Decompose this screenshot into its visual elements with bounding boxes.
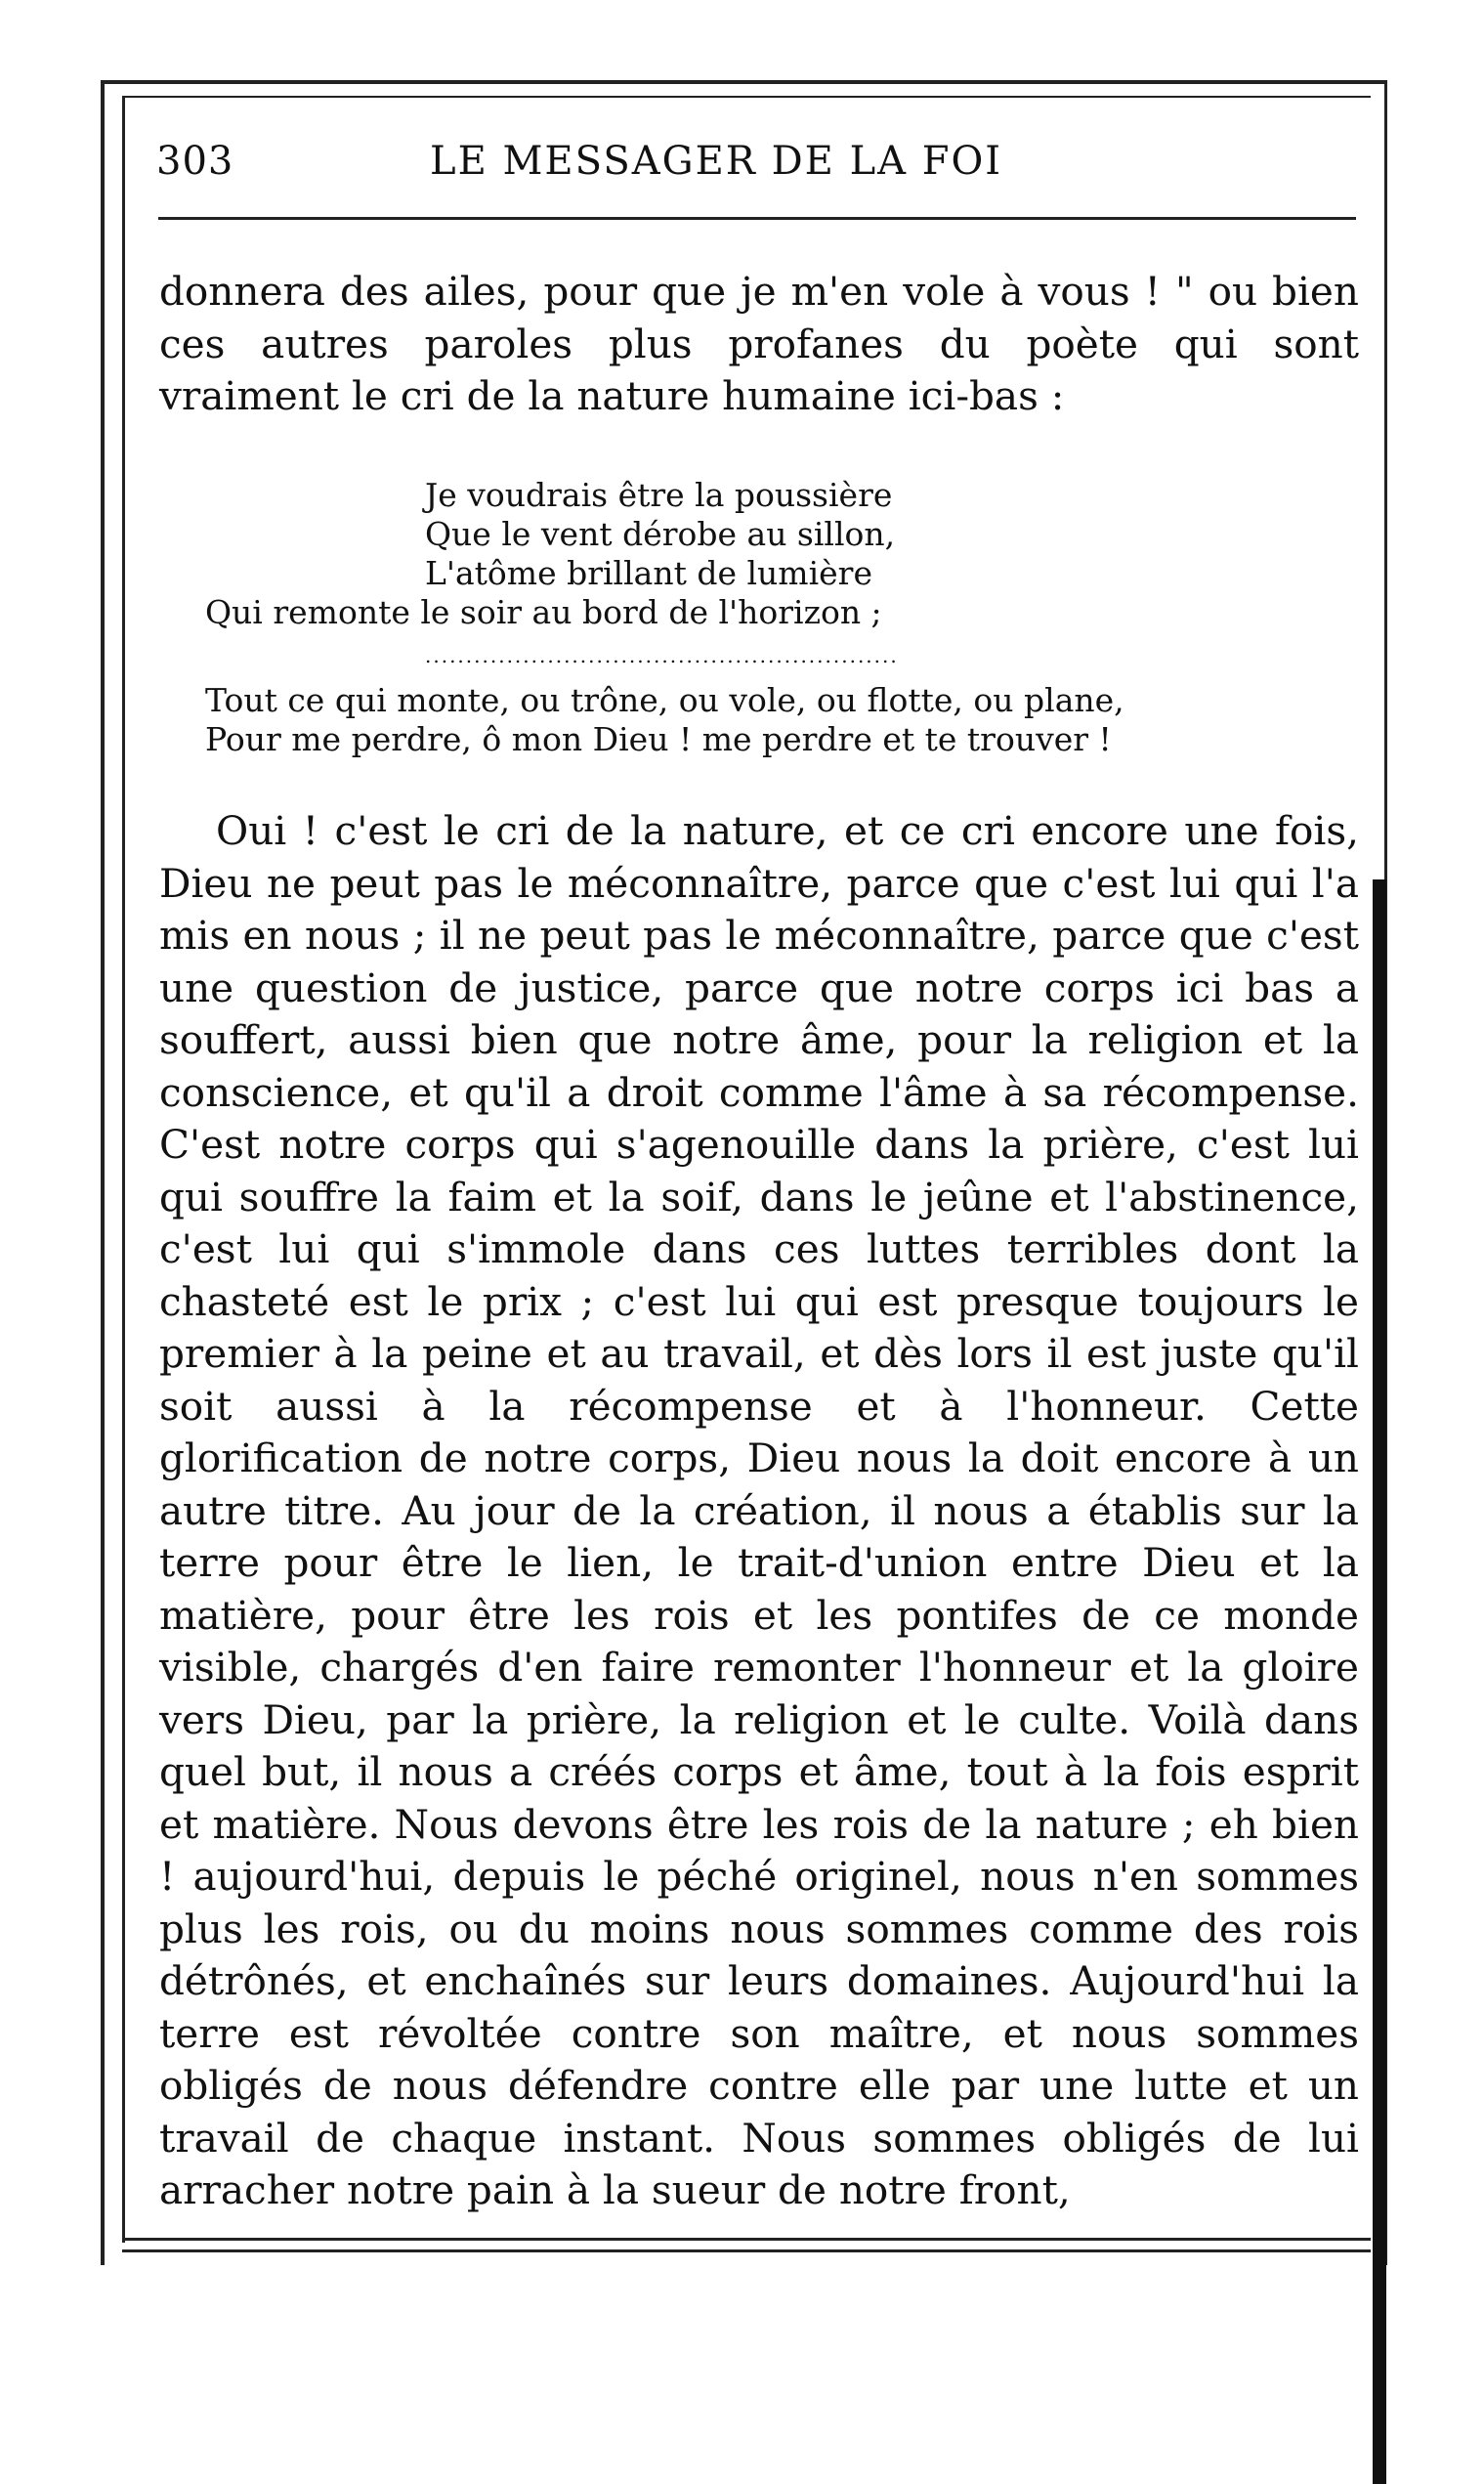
verse-line: Qui remonte le soir au bord de l'horizon ;: [205, 593, 882, 631]
binding-shadow: [1373, 879, 1386, 2484]
paragraph-text: donnera des ailes, pour que je m'en vole à vous ! " ou bien ces autres paroles plus profanes du poète qui sont vraiment le cri de la nature humaine ici-bas :: [159, 268, 1359, 419]
paragraph-text: Oui ! c'est le cri de la nature, et ce cri encore une fois, Dieu ne peut pas le méconnaître, parce que c'est lui qui l'a mis en nous ; il ne peut pas le méconnaître, parce que c'est une question de justice, parce que notre corps ici bas a souffert, aussi bien que notre âme, pour la religion et la conscience, et qu'il a droit comme l'âme à sa récompense. C'est notre corps qui s'agenouille dans la prière, c'est lui qui souffre la faim et la soif, dans le jeûne et l'abstinence, c'est lui qui s'immole dans ces luttes terribles dont la chasteté est le prix ; c'est lui qui est presque toujours le premier à la peine et au travail, et dès lors il est juste qu'il soit aussi à la récompense et à l'honneur. Cette glorification de notre corps, Dieu nous la doit encore à un autre titre. Au jour de la création, il nous a établis sur la terre pour être le lien, le trait-d'union entre Dieu et la matière, pour être les rois et les pontifes de ce monde visible, chargés d'en faire remonter l'honneur et la gloire vers Dieu, par la prière, la religion et le culte. Voilà dans quel but, il nous a créés corps et âme, tout à la fois esprit et matière. Nous devons être les rois de la nature ; eh bien ! aujourd'hui, depuis le péché originel, nous n'en sommes plus les rois, ou du moins nous sommes comme des rois détrônés, et enchaînés sur leurs domaines. Aujourd'hui la terre est révoltée contre son maître, et nous sommes obligés de nous défendre contre elle par une lutte et un travail de chaque instant. Nous sommes obligés de lui arracher notre pain à la sueur de notre front,: [159, 807, 1359, 2213]
verse-line: L'atôme brillant de lumière: [425, 554, 872, 592]
running-header: [156, 139, 1358, 197]
verse-line: Que le vent dérobe au sillon,: [425, 515, 896, 553]
verse-ellipsis: ..........................................................: [425, 644, 899, 667]
verse-line: Tout ce qui monte, ou trône, ou vole, ou flotte, ou plane,: [205, 681, 1124, 719]
frame-bottom-rule-double: [122, 2249, 1371, 2252]
body-paragraph: [159, 805, 1359, 2217]
frame-bottom-rule: [122, 2238, 1371, 2241]
verse-line: Je voudrais être la poussière: [425, 476, 893, 514]
page-number: 303: [156, 139, 234, 184]
verse-quotation: [205, 476, 1358, 759]
verse-line: Pour me perdre, ô mon Dieu ! me perdre et te trouver !: [205, 720, 1112, 758]
paragraph-continued: [159, 266, 1359, 423]
running-title: LE MESSAGER DE LA FOI: [430, 139, 1003, 184]
header-rule: [158, 217, 1356, 220]
